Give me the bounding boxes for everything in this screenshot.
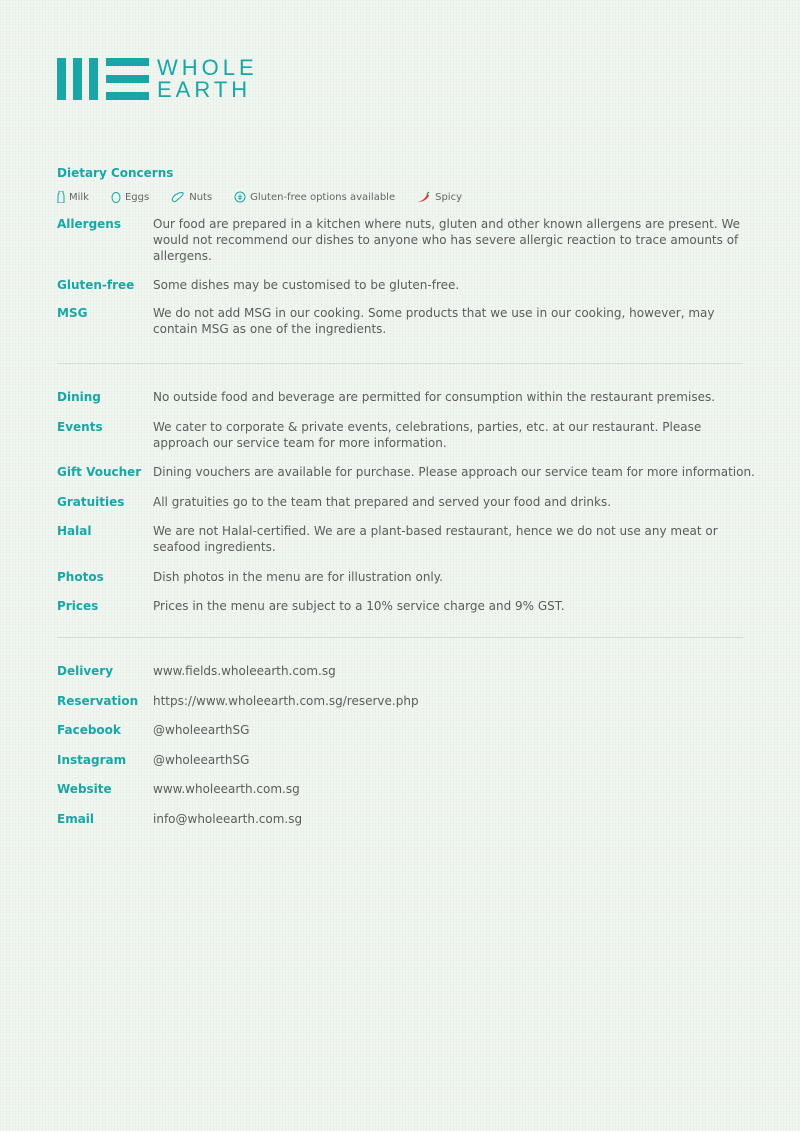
row-value: No outside food and beverage are permitted for consumption within the restaurant premises. — [153, 390, 716, 404]
row-label: Prices — [57, 599, 99, 613]
legend-spicy — [417, 191, 462, 203]
row-delivery — [57, 663, 757, 679]
legend-milk — [57, 191, 89, 203]
row-gift-voucher — [57, 464, 757, 480]
legend-eggs — [111, 191, 149, 203]
instagram-handle[interactable]: @wholeearthSG — [153, 753, 250, 767]
section-divider — [57, 637, 743, 638]
row-label: Events — [57, 420, 103, 434]
row-website — [57, 781, 757, 797]
legend-label: Eggs — [124, 191, 150, 203]
row-value: Dining vouchers are available for purchase. Please approach our service team for more information. — [153, 465, 755, 479]
logo-wordmark — [157, 57, 258, 101]
row-prices — [57, 598, 757, 614]
row-facebook — [57, 722, 757, 738]
row-value: We cater to corporate & private events, celebrations, parties, etc. at our restaurant. Please approach our service team for more information. — [153, 420, 702, 450]
egg-icon — [111, 191, 121, 203]
row-value: Prices in the menu are subject to a 10% service charge and 9% GST. — [153, 599, 565, 613]
row-label: Delivery — [57, 664, 114, 678]
dietary-legend — [57, 191, 484, 203]
row-instagram — [57, 752, 757, 768]
row-label: MSG — [57, 306, 88, 320]
milk-bottle-icon — [57, 191, 65, 203]
logo-mark-icon — [57, 58, 149, 100]
dietary-concerns-title: Dietary Concerns — [57, 166, 174, 180]
legend-label: Gluten-free options available — [250, 191, 396, 203]
row-label: Allergens — [57, 217, 121, 231]
row-label: Gluten-free — [57, 278, 135, 292]
row-label: Dining — [57, 390, 101, 404]
legend-label: Milk — [69, 191, 89, 203]
row-label: Instagram — [57, 753, 127, 767]
legend-gluten-free — [234, 191, 395, 203]
gluten-free-icon — [234, 191, 246, 203]
row-allergens — [57, 216, 757, 264]
row-reservation — [57, 693, 757, 709]
nut-icon — [171, 191, 185, 203]
brand-logo — [57, 57, 258, 101]
legend-label: Nuts — [189, 191, 213, 203]
delivery-link[interactable]: www.fields.wholeearth.com.sg — [153, 664, 336, 678]
row-gratuities — [57, 494, 757, 510]
row-label: Gift Voucher — [57, 465, 142, 479]
row-label: Facebook — [57, 723, 121, 737]
facebook-handle[interactable]: @wholeearthSG — [153, 723, 250, 737]
row-halal — [57, 523, 757, 555]
chili-pepper-icon — [417, 191, 431, 203]
row-gluten-free — [57, 277, 757, 293]
row-value: We do not add MSG in our cooking. Some products that we use in our cooking, however, may contain MSG as one of the ingredients. — [153, 306, 715, 336]
reservation-link[interactable]: https://www.wholeearth.com.sg/reserve.php — [153, 694, 419, 708]
row-value: All gratuities go to the team that prepared and served your food and drinks. — [153, 495, 612, 509]
row-msg — [57, 305, 757, 337]
row-label: Website — [57, 782, 112, 796]
legend-label: Spicy — [435, 191, 462, 203]
row-value: Some dishes may be customised to be gluten-free. — [153, 278, 460, 292]
row-value: Our food are prepared in a kitchen where nuts, gluten and other known allergens are present. We would not recommend our dishes to anyone who has severe allergic reaction to trace amounts of allergens. — [153, 217, 741, 263]
row-events — [57, 419, 757, 451]
row-photos — [57, 569, 757, 585]
logo-line-2: EARTH — [157, 77, 252, 102]
row-label: Email — [57, 812, 95, 826]
row-label: Photos — [57, 570, 104, 584]
row-dining — [57, 389, 757, 405]
section-divider — [57, 363, 743, 364]
row-value: We are not Halal-certified. We are a plant-based restaurant, hence we do not use any meat or seafood ingredients. — [153, 524, 718, 554]
website-link[interactable]: www.wholeearth.com.sg — [153, 782, 300, 796]
row-label: Halal — [57, 524, 92, 538]
logo-line-1: WHOLE — [157, 55, 258, 80]
row-label: Reservation — [57, 694, 139, 708]
row-label: Gratuities — [57, 495, 125, 509]
row-value: Dish photos in the menu are for illustration only. — [153, 570, 443, 584]
email-link[interactable]: info@wholeearth.com.sg — [153, 812, 303, 826]
legend-nuts — [171, 191, 212, 203]
row-email — [57, 811, 757, 827]
